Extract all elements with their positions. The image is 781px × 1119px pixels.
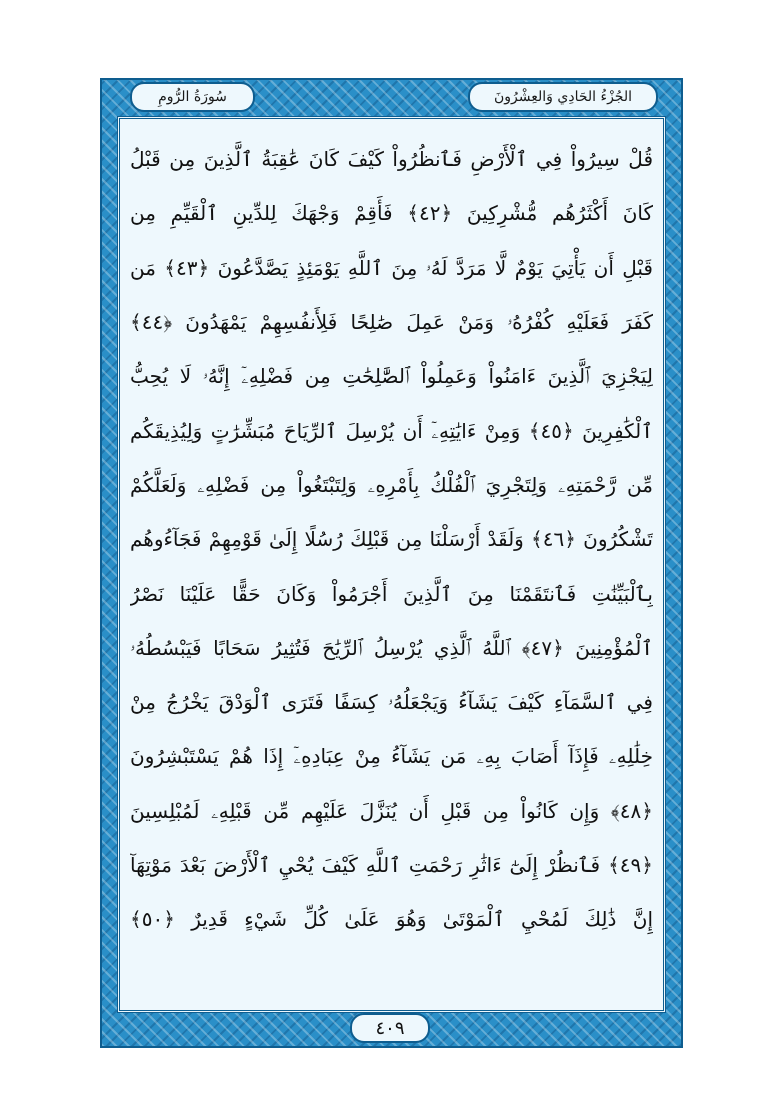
juz-title: الجُزْءُ الحَادِي وَالعِشْرُونَ (494, 89, 632, 105)
verse-line: كَانَ أَكْثَرُهُم مُّشْرِكِينَ ﴿٤٢﴾ فَأَقِمْ وَجْهَكَ لِلدِّينِ ٱلْقَيِّمِ مِن (130, 201, 653, 226)
verse-line: إِنَّ ذَٰلِكَ لَمُحْيِ ٱلْمَوْتَىٰ وَهُوَ عَلَىٰ كُلِّ شَيْءٍ قَدِيرٌ ﴿٥٠﴾ (130, 907, 653, 932)
surah-header (130, 82, 255, 112)
page-number (350, 1013, 430, 1043)
verse-line: بِٱلْبَيِّنَٰتِ فَٱنتَقَمْنَا مِنَ ٱلَّذِينَ أَجْرَمُواْ وَكَانَ حَقًّا عَلَيْنَا نَصْرُ (130, 581, 653, 606)
verse-line: فِي ٱلسَّمَآءِ كَيْفَ يَشَآءُ وَيَجْعَلُهُۥ كِسَفًا فَتَرَى ٱلْوَدْقَ يَخْرُجُ مِنْ (130, 690, 653, 715)
verse-line: قُلْ سِيرُواْ فِي ٱلْأَرْضِ فَٱنظُرُواْ كَيْفَ كَانَ عَٰقِبَةُ ٱلَّذِينَ مِن قَبْلُ (130, 147, 653, 172)
verse-lines (130, 132, 653, 946)
verse-line: خِلَٰلِهِۦ فَإِذَآ أَصَابَ بِهِۦ مَن يَشَآءُ مِنْ عِبَادِهِۦٓ إِذَا هُمْ يَسْتَبْشِرُونَ (130, 744, 653, 769)
verse-line: ٱلْكَٰفِرِينَ ﴿٤٥﴾ وَمِنْ ءَايَٰتِهِۦٓ أَن يُرْسِلَ ٱلرِّيَاحَ مُبَشِّرَٰتٍ وَلِيُذِيقَكُم (130, 418, 653, 443)
surah-title: سُورَةُ الرُّومِ (158, 89, 227, 105)
verse-line: لِيَجْزِيَ ٱلَّذِينَ ءَامَنُواْ وَعَمِلُواْ ٱلصَّٰلِحَٰتِ مِن فَضْلِهِۦٓ إِنَّهُۥ لَا يُحِبُّ (130, 364, 653, 389)
verse-line: ٱلْمُؤْمِنِينَ ﴿٤٧﴾ ٱللَّهُ ٱلَّذِي يُرْسِلُ ٱلرِّيَٰحَ فَتُثِيرُ سَحَابًا فَيَبْسُطُهُۥ (130, 635, 653, 660)
verse-line: مِّن رَّحْمَتِهِۦ وَلِتَجْرِيَ ٱلْفُلْكُ بِأَمْرِهِۦ وَلِتَبْتَغُواْ مِن فَضْلِهِۦ وَلَعَلَّكُمْ (130, 472, 653, 497)
juz-header (468, 82, 658, 112)
verse-line: ﴿٤٩﴾ فَٱنظُرْ إِلَىٰٓ ءَاثَٰرِ رَحْمَتِ ٱللَّهِ كَيْفَ يُحْيِ ٱلْأَرْضَ بَعْدَ مَوْتِهَآ (130, 853, 653, 877)
verse-line: كَفَرَ فَعَلَيْهِ كُفْرُهُۥ وَمَنْ عَمِلَ صَٰلِحًا فَلِأَنفُسِهِمْ يَمْهَدُونَ ﴿٤٤﴾ (130, 310, 653, 335)
page-number-text: ٤٠٩ (375, 1017, 405, 1039)
verse-line: تَشْكُرُونَ ﴿٤٦﴾ وَلَقَدْ أَرْسَلْنَا مِن قَبْلِكَ رُسُلًا إِلَىٰ قَوْمِهِمْ فَجَآءُوهُم (130, 527, 653, 552)
verse-line: ﴿٤٨﴾ وَإِن كَانُواْ مِن قَبْلِ أَن يُنَزَّلَ عَلَيْهِم مِّن قَبْلِهِۦ لَمُبْلِسِينَ (130, 798, 653, 823)
verse-line: قَبْلِ أَن يَأْتِيَ يَوْمٌ لَّا مَرَدَّ لَهُۥ مِنَ ٱللَّهِ يَوْمَئِذٍ يَصَّدَّعُونَ ﴿٤٣﴾ مَن (130, 255, 653, 280)
